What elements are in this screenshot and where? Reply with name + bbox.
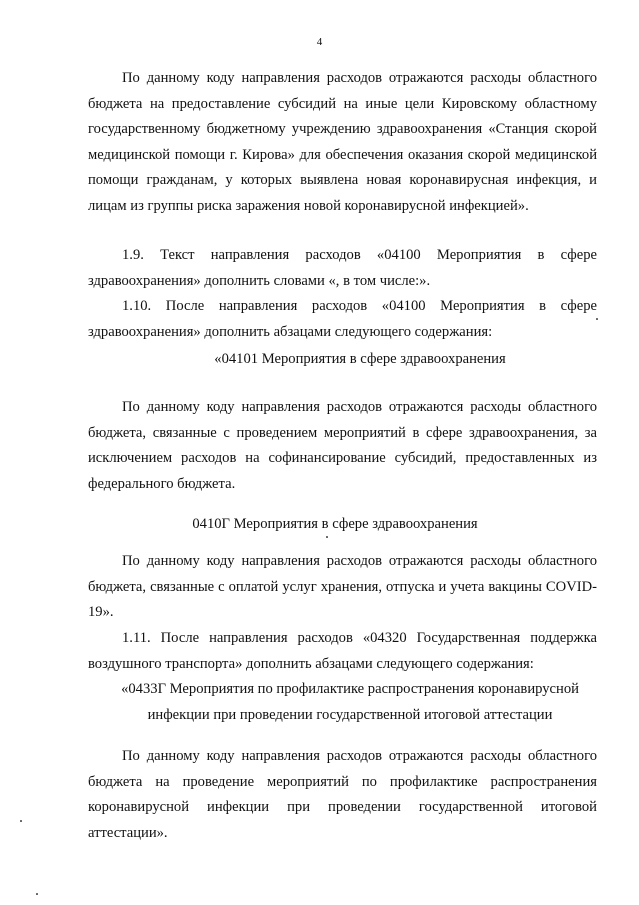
scan-speck — [596, 318, 598, 320]
paragraph-item-1-10: 1.10. После направления расходов «04100 Мероприятия в сфере здравоохранения» дополнить абзацами следующего содержания: — [88, 298, 597, 340]
heading-04101: «04101 Мероприятия в сфере здравоохранения — [214, 351, 506, 367]
scan-speck — [20, 820, 22, 822]
heading-0433G: «0433Г Мероприятия по профилактике распространения коронавирусной инфекции при проведении государственной итоговой аттестации — [121, 681, 579, 723]
paragraph-04101-description: По данному коду направления расходов отражаются расходы областного бюджета, связанные с проведением мероприятий в сфере здравоохранения, за исключением расходов на софинансирование субсидий, предоставленных из федерального бюджета. — [88, 399, 597, 492]
scan-speck — [326, 536, 328, 538]
scan-speck — [36, 893, 38, 895]
page-number: 4 — [316, 36, 323, 48]
paragraph-item-1-9: 1.9. Текст направления расходов «04100 Мероприятия в сфере здравоохранения» дополнить словами «, в том числе:». — [88, 247, 597, 289]
paragraph-subsidies-ambulance: По данному коду направления расходов отражаются расходы областного бюджета на предоставление субсидий на иные цели Кировскому областному государственному бюджетному учреждению здравоохранения «Станция скорой медицинской помощи г. Кирова» для обеспечения оказания скорой медицинской помощи гражданам, у которых выявлена новая коронавирусная инфекция, и лицам из группы риска заражения новой коронавирусной инфекцией». — [88, 70, 597, 214]
paragraph-0410G-description: По данному коду направления расходов отражаются расходы областного бюджета, связанные с оплатой услуг хранения, отпуска и учета вакцины COVID-19». — [88, 553, 597, 621]
paragraph-item-1-11: 1.11. После направления расходов «04320 Государственная поддержка воздушного транспорта» дополнить абзацами следующего содержания: — [88, 630, 597, 672]
paragraph-0433G-description: По данному коду направления расходов отражаются расходы областного бюджета на проведение мероприятий по профилактике распространения коронавирусной инфекции при проведении государственной итоговой аттестации». — [88, 748, 597, 841]
heading-0410G: 0410Г Мероприятия в сфере здравоохранения — [192, 516, 478, 532]
